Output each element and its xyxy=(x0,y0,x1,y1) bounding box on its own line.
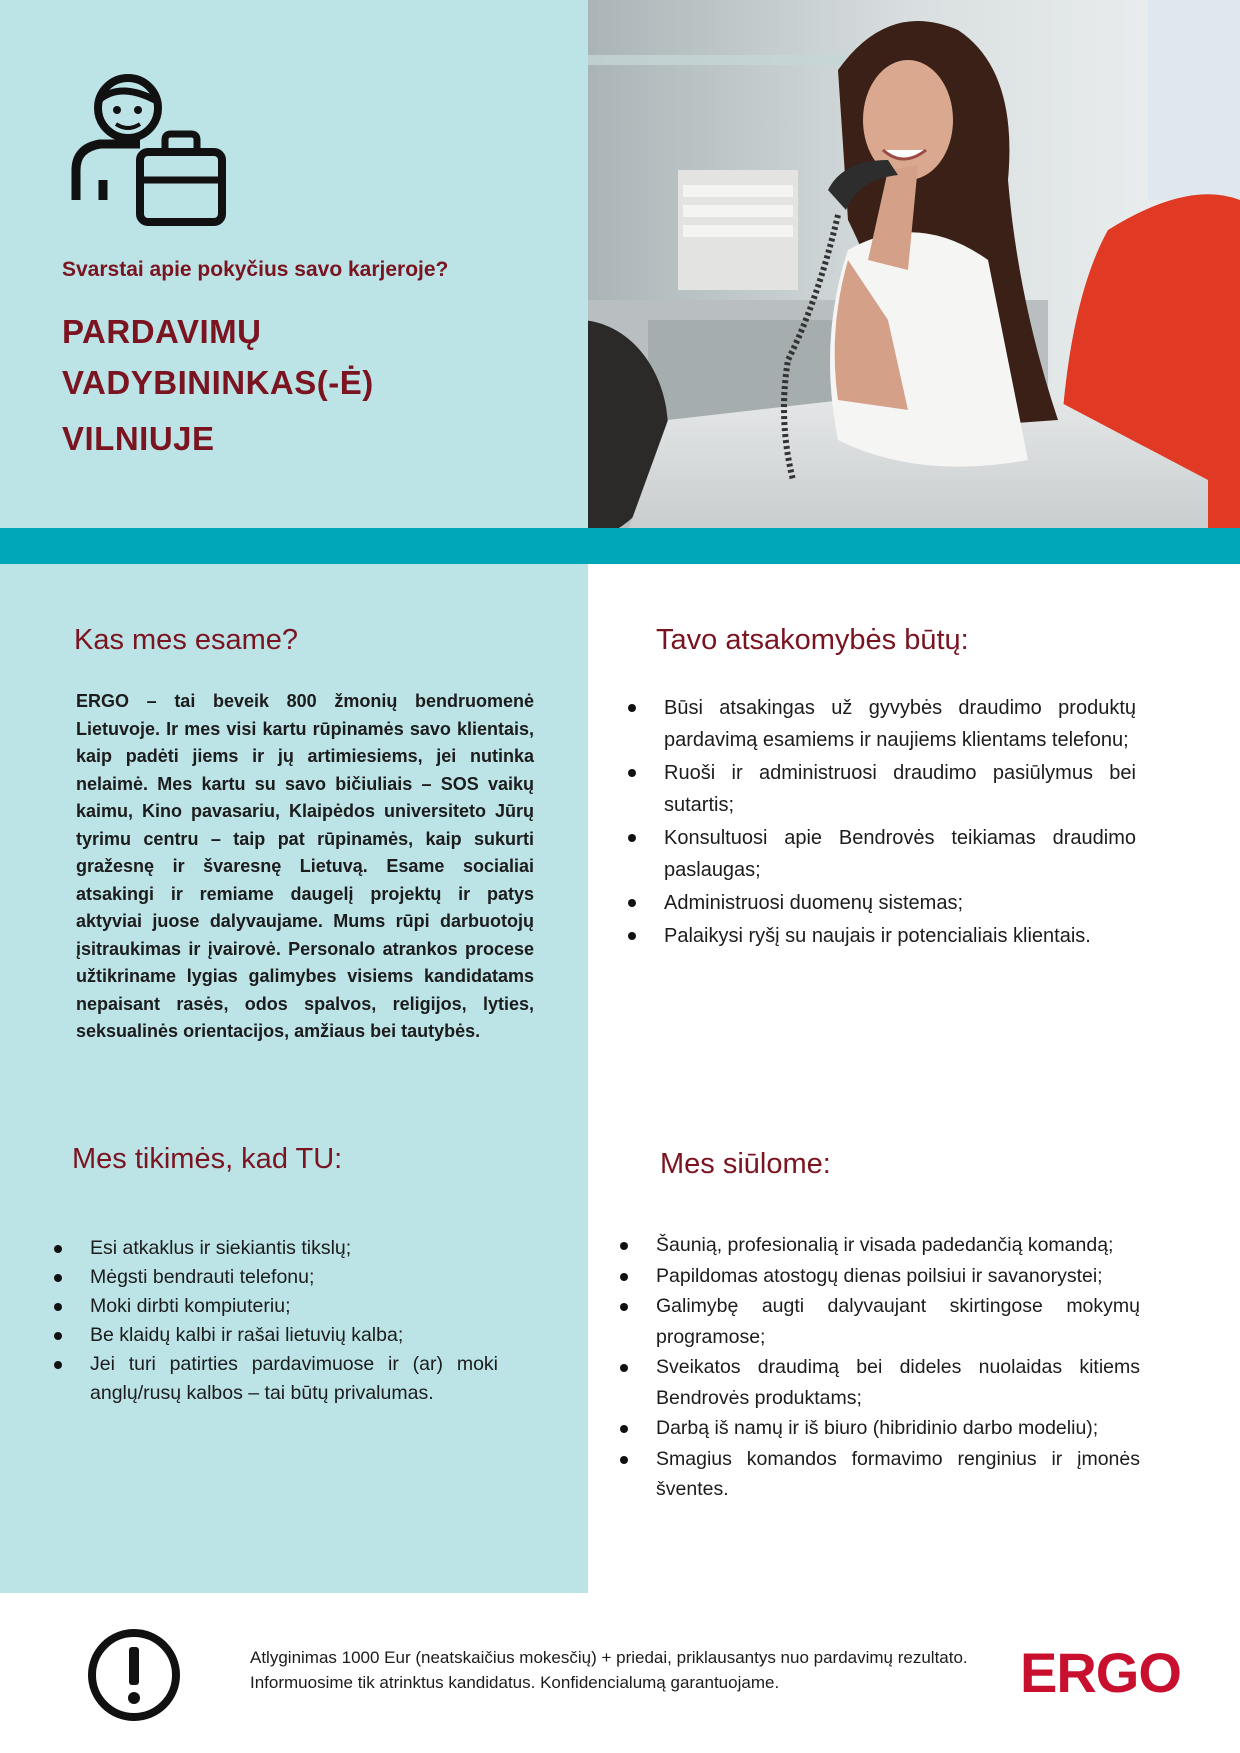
list-item: Palaikysi ryšį su naujais ir potencialiais klientais. xyxy=(628,920,1136,952)
list-item: Esi atkaklus ir siekiantis tikslų; xyxy=(54,1234,498,1263)
list-item: Smagius komandos formavimo renginius ir įmonės šventes. xyxy=(620,1444,1140,1505)
person-with-briefcase-icon xyxy=(70,70,230,230)
list-item: Darbą iš namų ir iš biuro (hibridinio darbo modeliu); xyxy=(620,1413,1140,1444)
list-item: Konsultuosi apie Bendrovės teikiamas draudimo paslaugas; xyxy=(628,822,1136,886)
list-item: Papildomas atostogų dienas poilsiui ir savanorystei; xyxy=(620,1261,1140,1292)
woman-on-phone-photo xyxy=(588,0,1240,530)
list-item: Sveikatos draudimą bei dideles nuolaidas kitiems Bendrovės produktams; xyxy=(620,1352,1140,1413)
requirements-heading: Mes tikimės, kad TU: xyxy=(72,1143,343,1175)
footer-text xyxy=(250,1645,990,1695)
about-heading: Kas mes esame? xyxy=(74,624,299,656)
confidentiality-note: Informuosime tik atrinktus kandidatus. Konfidencialumą garantuojame. xyxy=(250,1673,780,1692)
job-title xyxy=(62,306,374,408)
list-item: Būsi atsakingas už gyvybės draudimo produktų pardavimą esamiems ir naujiems klientams telefonu; xyxy=(628,692,1136,756)
job-title-line-2: VADYBININKAS(-Ė) xyxy=(62,364,374,401)
list-item: Administruosi duomenų sistemas; xyxy=(628,887,1136,919)
list-item: Jei turi patirties pardavimuose ir (ar) moki anglų/rusų kalbos – tai būtų privalumas. xyxy=(54,1350,498,1408)
list-item: Mėgsti bendrauti telefonu; xyxy=(54,1263,498,1292)
list-item: Be klaidų kalbi ir rašai lietuvių kalba; xyxy=(54,1321,498,1350)
lead-question: Svarstai apie pokyčius savo karjeroje? xyxy=(62,258,449,281)
divider-band xyxy=(0,528,1240,564)
job-title-line-1: PARDAVIMŲ xyxy=(62,313,262,350)
header-panel xyxy=(0,0,588,530)
list-item: Moki dirbti kompiuteriu; xyxy=(54,1292,498,1321)
about-text: ERGO – tai beveik 800 žmonių bendruomenė Lietuvoje. Ir mes visi kartu rūpinamės savo klientais, kaip padėti jiems ir jų artimiesiems, jei nutinka nelaimė. Mes kartu su savo bičiuliais – SOS vaikų kaimu, Kino pavasariu, Klaipėdos universiteto Jūrų tyrimu centru – taip pat rūpinamės, kaip sukurti gražesnę ir švaresnę Lietuvą. Esame socialiai atsakingi ir remiame daugelį projektų ir patys aktyviai juose dalyvaujame. Mums rūpi darbuotojų įsitraukimas ir įvairovė. Personalo atrankos procese užtikriname lygias galimybes visiems kandidatams nepaisant rasės, odos spalvos, religijos, lyties, seksualinės orientacijos, amžiaus bei tautybės. xyxy=(76,691,534,1041)
list-item: Šaunią, profesionalią ir visada padedančią komandą; xyxy=(620,1230,1140,1261)
list-item: Galimybę augti dalyvaujant skirtingose mokymų programose; xyxy=(620,1291,1140,1352)
salary-text: Atlyginimas 1000 Eur (neatskaičius mokesčių) + priedai, priklausantys nuo pardavimų rezultato. xyxy=(250,1648,968,1667)
requirements-list xyxy=(54,1234,498,1408)
offer-list xyxy=(620,1230,1140,1505)
job-location: VILNIUJE xyxy=(62,420,215,457)
responsibilities-list xyxy=(628,692,1136,953)
list-item: Ruoši ir administruosi draudimo pasiūlymus bei sutartis; xyxy=(628,757,1136,821)
ergo-logo: ERGO xyxy=(1020,1641,1181,1704)
responsibilities-heading: Tavo atsakomybės būtų: xyxy=(656,624,969,656)
offer-heading: Mes siūlome: xyxy=(660,1148,831,1180)
exclamation-circle-icon xyxy=(86,1627,182,1723)
